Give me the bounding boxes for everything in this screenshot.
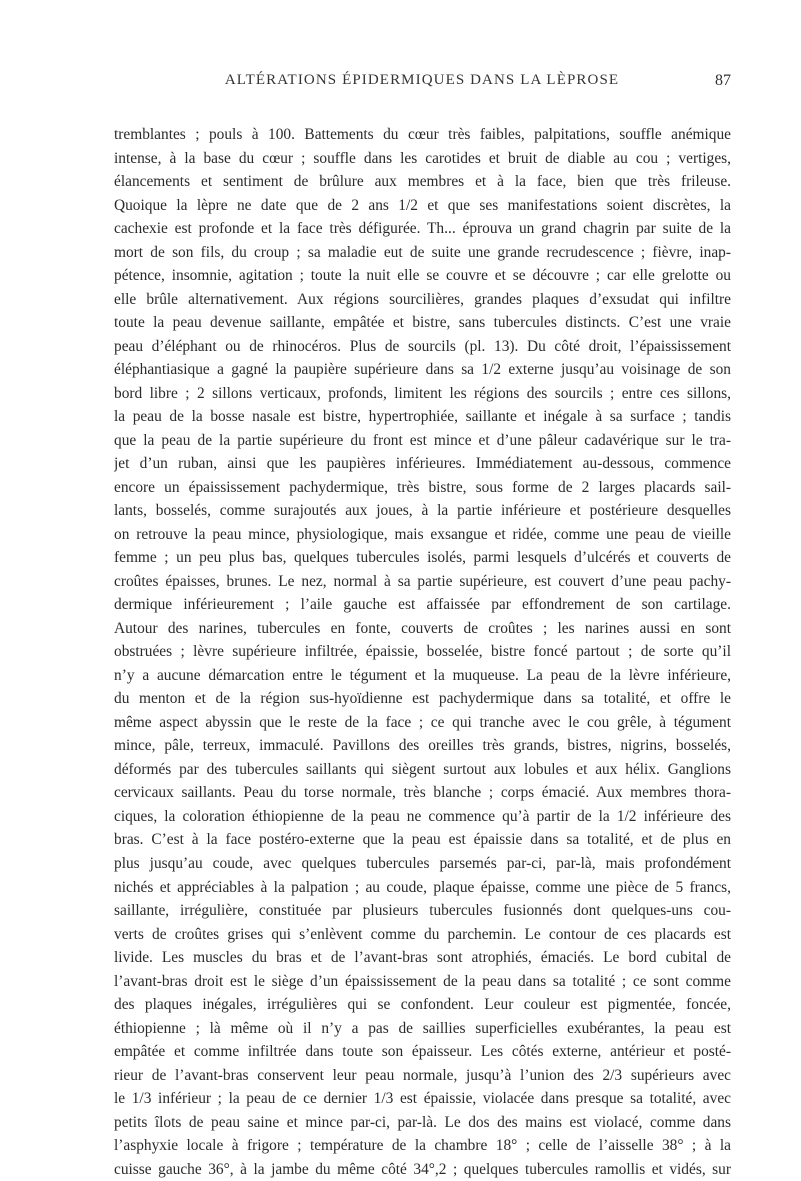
text-line: livide. Les muscles du bras et de l’avant-bras sont atrophiés, émaciés. Le bord cubital de <box>114 949 731 967</box>
text-line: saillante, irrégulière, constituée par plusieurs tubercules fusionnés dont quelques-uns cou- <box>114 902 731 920</box>
text-line: mince, pâle, terreux, immaculé. Pavillons des oreilles très grands, bistres, nigrins, bosselés, <box>114 737 731 755</box>
text-line: que la peau de la partie supérieure du front est mince et d’une pâleur cadavérique sur le tra- <box>114 431 731 449</box>
text-line: même aspect abyssin que le reste de la face ; ce qui tranche avec le cou grêle, à tégument <box>114 713 731 731</box>
text-line: on retrouve la peau mince, physiologique, mais exsangue et ridée, comme une peau de vieille <box>114 525 731 543</box>
text-line: Quoique la lèpre ne date que de 2 ans 1/2 et que ses manifestations soient discrètes, la <box>114 196 731 214</box>
text-line: pétence, insomnie, agitation ; toute la nuit elle se couvre et se découvre ; car elle grelotte ou <box>114 267 731 285</box>
text-line: n’y a aucune démarcation entre le tégument et la muqueuse. La peau de la lèvre inférieure, <box>114 666 731 684</box>
text-line: éléphantiasique a gagné la paupière supérieure dans sa 1/2 externe jusqu’au voisinage de son <box>114 361 731 379</box>
text-line: déformés par des tubercules saillants qui siègent surtout aux lobules et aux hélix. Ganglions <box>114 760 731 778</box>
text-line: des plaques inégales, irrégulières qui se confondent. Leur couleur est pigmentée, foncée, <box>114 996 731 1014</box>
text-line: du menton et de la région sus-hyoïdienne est pachydermique dans sa totalité, et offre le <box>114 690 731 708</box>
text-line: mort de son fils, du croup ; sa maladie eut de suite une grande recrudescence ; fièvre, inap- <box>114 243 731 261</box>
text-line: l’asphyxie locale à frigore ; température de la chambre 18° ; celle de l’aisselle 38° ; à la <box>114 1137 731 1155</box>
running-title: ALTÉRATIONS ÉPIDERMIQUES DANS LA LÈPROSE <box>224 72 620 88</box>
text-line: l’avant-bras droit est le siège d’un épaississement de la peau dans sa totalité ; ce sont comme <box>114 972 731 990</box>
text-line: bras. C’est à la face postéro-externe que la peau est épaissie dans sa totalité, et de plus en <box>114 831 731 849</box>
text-line: ciques, la coloration éthiopienne de la peau ne commence qu’à partir de la 1/2 inférieure des <box>114 807 731 825</box>
text-line: petits îlots de peau saine et mince par-ci, par-là. Le dos des mains est violacé, comme dans <box>114 1113 731 1131</box>
body-paragraph <box>114 123 731 1181</box>
text-line: bord libre ; 2 sillons verticaux, profonds, limitent les régions des sourcils ; entre ces sillons, <box>114 384 731 402</box>
text-line: femme ; un peu plus bas, quelques tubercules isolés, parmi lesquels d’ulcérés et couverts de <box>114 549 731 567</box>
text-line: éthiopienne ; là même où il n’y a pas de saillies superficielles exubérantes, la peau est <box>114 1019 731 1037</box>
text-line: peau d’éléphant ou de rhinocéros. Plus de sourcils (pl. 13). Du côté droit, l’épaississement <box>114 337 731 355</box>
text-line: obstruées ; lèvre supérieure infiltrée, épaissie, bosselée, bistre foncé partout ; de sorte qu’il <box>114 643 731 661</box>
text-line: rieur de l’avant-bras conservent leur peau normale, jusqu’à l’union des 2/3 supérieurs avec <box>114 1066 731 1084</box>
text-line: élancements et sentiment de brûlure aux membres et à la face, bien que très frileuse. <box>114 173 731 191</box>
text-line: toute la peau devenue saillante, empâtée et bistre, sans tubercules distincts. C’est une vraie <box>114 314 731 332</box>
text-line: empâtée et comme infiltrée dans toute son épaisseur. Les côtés externe, antérieur et posté- <box>114 1043 731 1061</box>
text-line: cachexie est profonde et la face très défigurée. Th... éprouva un grand chagrin par suite de la <box>114 220 731 238</box>
text-line: encore un épaississement pachydermique, très bistre, sous forme de 2 larges placards sail- <box>114 478 731 496</box>
page-number: 87 <box>715 72 731 89</box>
text-line: cuisse gauche 36°, à la jambe du même côté 34°,2 ; quelques tubercules ramollis et vidés, sur <box>114 1160 731 1178</box>
text-line: verts de croûtes grises qui s’enlèvent comme du parchemin. Le contour de ces placards est <box>114 925 731 943</box>
text-line: jet d’un ruban, ainsi que les paupières inférieures. Immédiatement au-dessous, commence <box>114 455 731 473</box>
text-line: tremblantes ; pouls à 100. Battements du cœur très faibles, palpitations, souffle anémique <box>114 126 731 143</box>
text-line: le 1/3 inférieur ; la peau de ce dernier 1/3 est épaissie, violacée dans presque sa totalité, avec <box>114 1090 731 1108</box>
text-line: la peau de la bosse nasale est bistre, hypertrophiée, saillante et inégale à sa surface ; tandis <box>114 408 731 426</box>
text-line: croûtes épaisses, brunes. Le nez, normal à sa partie supérieure, est couvert d’une peau pachy- <box>114 572 731 590</box>
text-line: intense, à la base du cœur ; souffle dans les carotides et bruit de diable au cou ; vertiges, <box>114 149 731 167</box>
text-line: elle brûle alternativement. Aux régions sourcilières, grandes plaques d’exsudat qui infiltre <box>114 290 731 308</box>
text-line: cervicaux saillants. Peau du torse normale, très blanche ; corps émacié. Aux membres thora- <box>114 784 731 802</box>
text-line: dermique inférieurement ; l’aile gauche est affaissée par effondrement de son cartilage. <box>114 596 731 614</box>
text-line: Autour des narines, tubercules en fonte, couverts de croûtes ; les narines aussi en sont <box>114 619 731 637</box>
text-line: nichés et appréciables à la palpation ; au coude, plaque épaisse, comme une pièce de 5 francs, <box>114 878 731 896</box>
text-line: lants, bosselés, comme surajoutés aux joues, à la partie inférieure et postérieure desquelles <box>114 502 731 520</box>
page-header <box>113 72 731 94</box>
text-line: plus jusqu’au coude, avec quelques tubercules parsemés par-ci, par-là, mais profondément <box>114 854 731 872</box>
